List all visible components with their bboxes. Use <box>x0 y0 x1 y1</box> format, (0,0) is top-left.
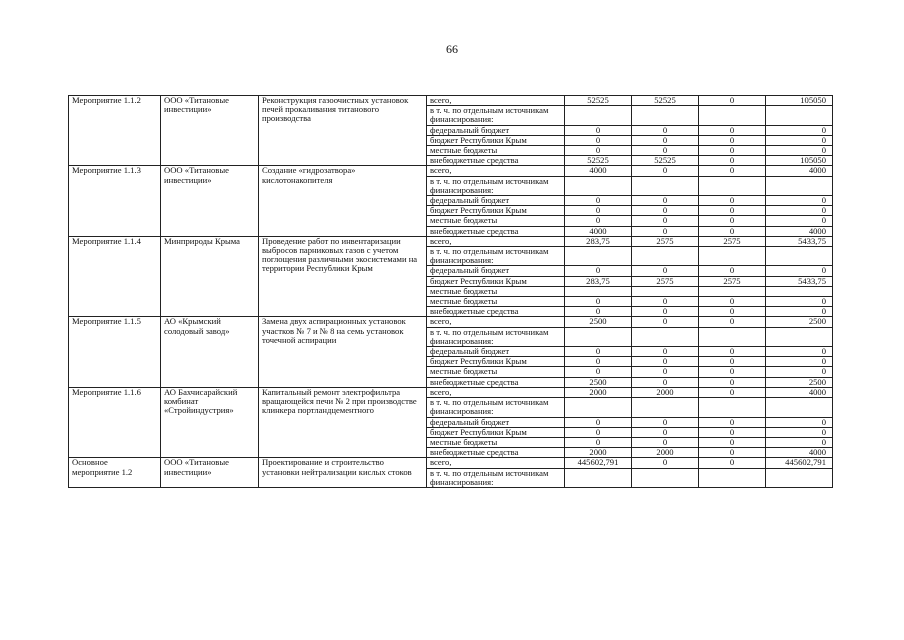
funding-source-cell: бюджет Республики Крым <box>427 206 565 216</box>
table-row <box>69 166 833 176</box>
description-cell: Проектирование и строительство установки нейтрализации кислых стоков <box>259 458 427 488</box>
year-value-cell: 0 <box>632 226 699 236</box>
year-value-cell <box>565 327 632 346</box>
year-value-cell: 0 <box>699 317 766 327</box>
year-value-cell: 0 <box>565 297 632 307</box>
year-value-cell: 4000 <box>565 166 632 176</box>
year-value-cell: 2575 <box>632 276 699 286</box>
total-value-cell <box>766 247 833 266</box>
year-value-cell: 4000 <box>565 226 632 236</box>
total-value-cell: 0 <box>766 266 833 276</box>
year-value-cell: 0 <box>565 347 632 357</box>
total-value-cell: 2500 <box>766 317 833 327</box>
total-value-cell <box>766 398 833 417</box>
year-value-cell: 0 <box>699 226 766 236</box>
year-value-cell: 0 <box>632 437 699 447</box>
year-value-cell: 0 <box>565 417 632 427</box>
funding-source-cell: в т. ч. по отдельным источникам финансирования: <box>427 106 565 125</box>
funding-source-cell: местные бюджеты <box>427 286 565 296</box>
year-value-cell: 0 <box>699 448 766 458</box>
funding-source-cell: местные бюджеты <box>427 367 565 377</box>
year-value-cell <box>632 176 699 195</box>
year-value-cell <box>699 106 766 125</box>
funding-source-cell: федеральный бюджет <box>427 266 565 276</box>
funding-source-cell: внебюджетные средства <box>427 307 565 317</box>
total-value-cell <box>766 468 833 487</box>
year-value-cell: 2000 <box>565 448 632 458</box>
year-value-cell: 0 <box>699 387 766 397</box>
total-value-cell <box>766 176 833 195</box>
year-value-cell: 0 <box>565 206 632 216</box>
funding-source-cell: в т. ч. по отдельным источникам финансирования: <box>427 327 565 346</box>
year-value-cell: 2575 <box>699 236 766 246</box>
funding-source-cell: в т. ч. по отдельным источникам финансирования: <box>427 247 565 266</box>
year-value-cell <box>632 286 699 296</box>
total-value-cell: 445602,791 <box>766 458 833 468</box>
year-value-cell: 0 <box>632 427 699 437</box>
year-value-cell: 0 <box>632 307 699 317</box>
table-row <box>69 96 833 106</box>
total-value-cell: 4000 <box>766 166 833 176</box>
year-value-cell: 0 <box>699 377 766 387</box>
year-value-cell: 0 <box>565 266 632 276</box>
funding-source-cell: в т. ч. по отдельным источникам финансирования: <box>427 468 565 487</box>
year-value-cell: 0 <box>632 377 699 387</box>
funding-source-cell: бюджет Республики Крым <box>427 135 565 145</box>
year-value-cell: 0 <box>632 347 699 357</box>
year-value-cell: 0 <box>565 357 632 367</box>
total-value-cell <box>766 286 833 296</box>
year-value-cell: 0 <box>699 96 766 106</box>
year-value-cell: 0 <box>565 307 632 317</box>
year-value-cell <box>565 398 632 417</box>
total-value-cell: 0 <box>766 367 833 377</box>
description-cell: Замена двух аспирационных установок участков № 7 и № 8 на семь установок точечной аспирации <box>259 317 427 387</box>
page-number: 66 <box>446 42 458 56</box>
funding-source-cell: федеральный бюджет <box>427 417 565 427</box>
year-value-cell: 0 <box>565 367 632 377</box>
year-value-cell <box>565 176 632 195</box>
year-value-cell: 0 <box>632 417 699 427</box>
year-value-cell: 0 <box>565 125 632 135</box>
year-value-cell: 0 <box>699 166 766 176</box>
funding-source-cell: внебюджетные средства <box>427 226 565 236</box>
year-value-cell: 2000 <box>632 387 699 397</box>
funding-source-cell: всего, <box>427 387 565 397</box>
funding-source-cell: всего, <box>427 236 565 246</box>
year-value-cell <box>565 286 632 296</box>
year-value-cell: 2575 <box>699 276 766 286</box>
funding-source-cell: бюджет Республики Крым <box>427 357 565 367</box>
year-value-cell: 0 <box>565 146 632 156</box>
year-value-cell: 0 <box>565 196 632 206</box>
total-value-cell: 0 <box>766 437 833 447</box>
year-value-cell: 0 <box>632 266 699 276</box>
year-value-cell: 0 <box>699 196 766 206</box>
event-cell: Мероприятие 1.1.4 <box>69 236 161 317</box>
total-value-cell: 4000 <box>766 387 833 397</box>
event-cell: Мероприятие 1.1.5 <box>69 317 161 387</box>
funding-source-cell: бюджет Республики Крым <box>427 427 565 437</box>
year-value-cell: 0 <box>699 367 766 377</box>
event-cell: Мероприятие 1.1.3 <box>69 166 161 236</box>
year-value-cell: 0 <box>632 367 699 377</box>
year-value-cell: 0 <box>632 135 699 145</box>
year-value-cell: 0 <box>699 146 766 156</box>
total-value-cell: 0 <box>766 417 833 427</box>
table-row <box>69 317 833 327</box>
executor-cell: ООО «Титановые инвестиции» <box>161 96 259 166</box>
funding-source-cell: внебюджетные средства <box>427 156 565 166</box>
year-value-cell: 0 <box>699 125 766 135</box>
year-value-cell: 0 <box>565 427 632 437</box>
funding-source-cell: местные бюджеты <box>427 437 565 447</box>
year-value-cell <box>632 106 699 125</box>
total-value-cell: 5433,75 <box>766 236 833 246</box>
funding-source-cell: всего, <box>427 96 565 106</box>
funding-source-cell: в т. ч. по отдельным источникам финансирования: <box>427 398 565 417</box>
funding-source-cell: всего, <box>427 317 565 327</box>
year-value-cell: 0 <box>699 156 766 166</box>
total-value-cell <box>766 327 833 346</box>
year-value-cell: 0 <box>632 458 699 468</box>
year-value-cell <box>565 106 632 125</box>
total-value-cell <box>766 106 833 125</box>
total-value-cell: 0 <box>766 135 833 145</box>
year-value-cell: 0 <box>632 206 699 216</box>
year-value-cell <box>565 247 632 266</box>
year-value-cell: 2000 <box>632 448 699 458</box>
year-value-cell: 0 <box>632 297 699 307</box>
funding-source-cell: всего, <box>427 458 565 468</box>
table-row <box>69 387 833 397</box>
total-value-cell: 2500 <box>766 377 833 387</box>
year-value-cell: 0 <box>699 417 766 427</box>
year-value-cell: 0 <box>699 135 766 145</box>
year-value-cell: 0 <box>632 166 699 176</box>
funding-source-cell: федеральный бюджет <box>427 125 565 135</box>
executor-cell: АО «Крымский солодовый завод» <box>161 317 259 387</box>
funding-source-cell: местные бюджеты <box>427 146 565 156</box>
year-value-cell: 0 <box>699 206 766 216</box>
total-value-cell: 105050 <box>766 96 833 106</box>
table-row <box>69 236 833 246</box>
description-cell: Капитальный ремонт электрофильтра вращающейся печи № 2 при производстве клинкера портландцементного <box>259 387 427 457</box>
year-value-cell: 0 <box>565 135 632 145</box>
funding-source-cell: бюджет Республики Крым <box>427 276 565 286</box>
year-value-cell <box>632 327 699 346</box>
funding-source-cell: федеральный бюджет <box>427 347 565 357</box>
year-value-cell: 0 <box>699 347 766 357</box>
executor-cell: ООО «Титановые инвестиции» <box>161 166 259 236</box>
total-value-cell: 0 <box>766 196 833 206</box>
description-cell: Реконструкция газоочистных установок печей прокаливания титанового производства <box>259 96 427 166</box>
executor-cell: ООО «Титановые инвестиции» <box>161 458 259 488</box>
year-value-cell: 0 <box>699 216 766 226</box>
year-value-cell <box>632 247 699 266</box>
total-value-cell: 105050 <box>766 156 833 166</box>
year-value-cell: 0 <box>699 297 766 307</box>
total-value-cell: 0 <box>766 146 833 156</box>
year-value-cell: 52525 <box>565 156 632 166</box>
year-value-cell: 0 <box>632 317 699 327</box>
year-value-cell: 0 <box>632 196 699 206</box>
total-value-cell: 0 <box>766 206 833 216</box>
funding-source-cell: местные бюджеты <box>427 297 565 307</box>
year-value-cell: 0 <box>699 357 766 367</box>
year-value-cell: 0 <box>632 357 699 367</box>
event-cell: Мероприятие 1.1.2 <box>69 96 161 166</box>
funding-source-cell: в т. ч. по отдельным источникам финансирования: <box>427 176 565 195</box>
year-value-cell: 52525 <box>632 96 699 106</box>
executor-cell: АО Бахчисарайский комбинат «Стройиндустрия» <box>161 387 259 457</box>
year-value-cell <box>699 398 766 417</box>
year-value-cell: 0 <box>699 437 766 447</box>
year-value-cell: 52525 <box>632 156 699 166</box>
event-cell: Мероприятие 1.1.6 <box>69 387 161 457</box>
year-value-cell: 52525 <box>565 96 632 106</box>
funding-source-cell: всего, <box>427 166 565 176</box>
total-value-cell: 4000 <box>766 448 833 458</box>
year-value-cell: 0 <box>632 216 699 226</box>
total-value-cell: 5433,75 <box>766 276 833 286</box>
year-value-cell <box>699 327 766 346</box>
total-value-cell: 0 <box>766 125 833 135</box>
year-value-cell <box>699 468 766 487</box>
year-value-cell: 283,75 <box>565 236 632 246</box>
funding-source-cell: федеральный бюджет <box>427 196 565 206</box>
year-value-cell: 2500 <box>565 377 632 387</box>
year-value-cell: 2500 <box>565 317 632 327</box>
year-value-cell: 0 <box>565 437 632 447</box>
year-value-cell: 283,75 <box>565 276 632 286</box>
funding-source-cell: местные бюджеты <box>427 216 565 226</box>
event-cell: Основное мероприятие 1.2 <box>69 458 161 488</box>
description-cell: Создание «гидрозатвора» кислотонакопителя <box>259 166 427 236</box>
description-cell: Проведение работ по инвентаризации выбросов парниковых газов с учетом поглощения различными экосистемами на территории Республики Крым <box>259 236 427 317</box>
year-value-cell: 0 <box>699 427 766 437</box>
year-value-cell <box>699 176 766 195</box>
year-value-cell <box>699 286 766 296</box>
table-row <box>69 458 833 468</box>
year-value-cell: 445602,791 <box>565 458 632 468</box>
total-value-cell: 0 <box>766 357 833 367</box>
year-value-cell <box>632 398 699 417</box>
year-value-cell: 0 <box>699 307 766 317</box>
year-value-cell <box>632 468 699 487</box>
total-value-cell: 0 <box>766 307 833 317</box>
financing-table <box>68 95 833 488</box>
total-value-cell: 0 <box>766 216 833 226</box>
total-value-cell: 0 <box>766 347 833 357</box>
total-value-cell: 4000 <box>766 226 833 236</box>
year-value-cell: 0 <box>632 146 699 156</box>
total-value-cell: 0 <box>766 297 833 307</box>
year-value-cell: 2575 <box>632 236 699 246</box>
year-value-cell: 0 <box>699 458 766 468</box>
year-value-cell <box>565 468 632 487</box>
year-value-cell: 2000 <box>565 387 632 397</box>
total-value-cell: 0 <box>766 427 833 437</box>
year-value-cell: 0 <box>632 125 699 135</box>
year-value-cell <box>699 247 766 266</box>
year-value-cell: 0 <box>565 216 632 226</box>
executor-cell: Минприроды Крыма <box>161 236 259 317</box>
funding-source-cell: внебюджетные средства <box>427 377 565 387</box>
year-value-cell: 0 <box>699 266 766 276</box>
funding-source-cell: внебюджетные средства <box>427 448 565 458</box>
